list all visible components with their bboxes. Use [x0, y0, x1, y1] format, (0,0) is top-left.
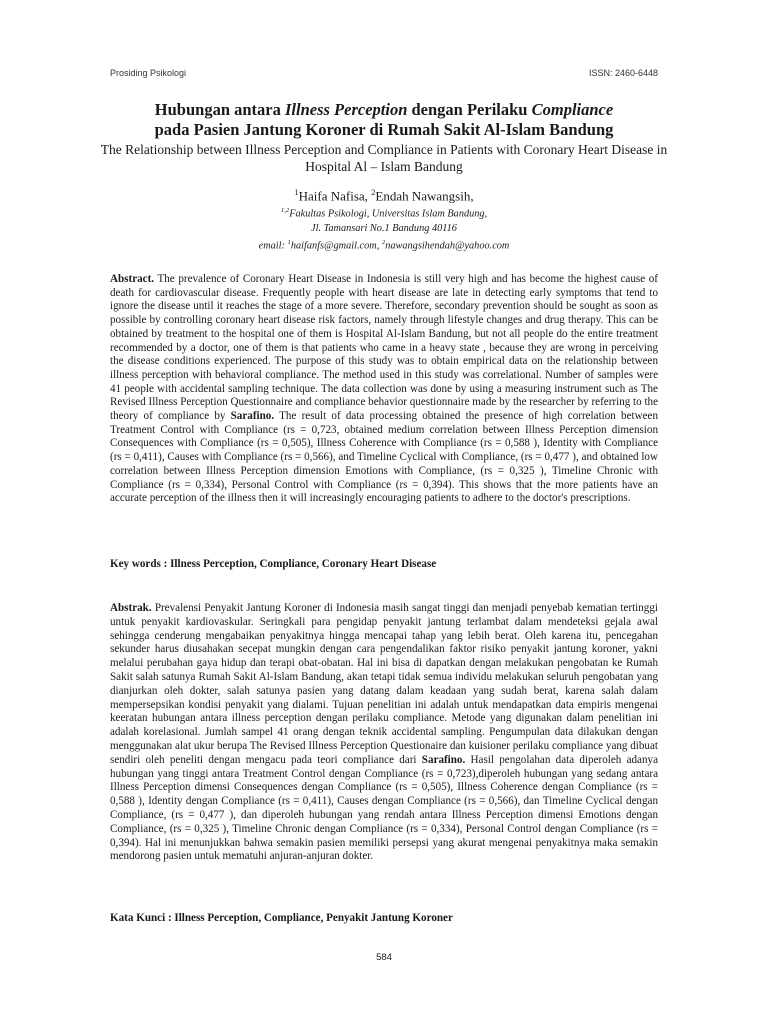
keywords-english: Key words : Illness Perception, Compliance, Coronary Heart Disease: [110, 558, 437, 570]
abstract-indonesian: Abstrak. Prevalensi Penyakit Jantung Koroner di Indonesia masih sangat tinggi dan menjadi penyebab kematian tertinggi untuk penyakit kardiovaskular. Seringkali para pengidap penyakit jantung terlambat dalam mendeteksi gejala awal sehingga cenderung mengabaikan penyakitnya hingga mencapai tahap yang lebih berat. Oleh karena itu, pencegahan sekunder harus diusahakan secepat mungkin dengan cara pengendalikan faktor risiko penyakit jantung koroner, yakni melalui perubahan gaya hidup dan terapi obat-obatan. Hal ini bisa di dapatkan dengan melakukan pengobatan ke Rumah Sakit salah satunya Rumah Sakit Al-Islam Bandung, akan tetapi tidak semua individu melakukan seluruh pengobatan yang dianjurkan oleh dokter, salah satunya pasien yang datang dalam keadaan yang sudah berat, karena salah dalam mempersepsikan kondisi penyakit yang dialami. Tujuan penelitian ini adalah untuk mendapatkan data empiris mengenai keeratan hubungan antara illness perception dengan perilaku compliance. Metode yang digunakan dalam penelitian ini adalah korelasional. Jumlah sampel 41 orang dengan teknik accidental sampling. Pengumpulan data dilakukan dengan menggunakan alat ukur berupa The Revised Illness Perception Questionaire dan kuisioner perilaku compliance yang dibuat sendiri oleh peneliti dengan mengacu pada teori compliance dari Sarafino. Hasil pengolahan data diperoleh adanya hubungan yang tinggi antara Treatment Control dengan Compliance (rs = 0,723),diperoleh hubungan yang sedang antara Illness Perception dimensi Consequences dengan Compliance (rs = 0,505), Illness Coherence dengan Compliance (rs = 0,588 ), Identity dengan Compliance (rs = 0,411), Causes dengan Compliance (rs = 0,566), dan Timeline Cyclical dengan Compliance, (rs = 0,477 ), dan diperoleh hubungan yang rendah antara Illness Perception dimensi Emotions dengan Compliance, (rs = 0,325 ), Timeline Chronic dengan Compliance (rs = 0,334), Personal Control dengan Compliance (rs = 0,394). Hal ini menunjukkan bahwa semakin pasien memiliki persepsi yang akurat mengenai penyakitnya maka semakin mendorong pasien untuk mematuhi anjuran-anjuran dokter.: [110, 602, 658, 863]
title-english: The Relationship between Illness Perception and Compliance in Patients with Coronary Heart Disease in Hospital Al – Islam Bandung: [100, 142, 668, 174]
issn: ISSN: 2460-6448: [588, 68, 658, 78]
title-block: [90, 100, 678, 253]
page-number: 584: [376, 952, 392, 963]
author-list: $^1$Haifa Nafisa, $^2$Endah Nawangsih,: [294, 187, 474, 204]
title-indonesian: Hubungan antara Illness Perception dengan Perilaku Compliance pada Pasien Jantung Koroner di Rumah Sakit Al-Islam Bandung: [154, 100, 614, 139]
abstract-english: Abstract. The prevalence of Coronary Heart Disease in Indonesia is still very high and has become the highest cause of death for cardiovascular disease. Frequently people with heart disease are late in detecting early symptoms that tend to ignore the disease until it reaches the stage of a more severe. Therefore, secondary prevention should be sought as soon as possible by controlling coronary heart disease risk factors, namely through lifestyle changes and drug therapy. This can be obtained by treatment to the hospital one of them is Hospital Al-Islam Bandung, but not all people do the entire treatment recommended by a doctor, one of them is that patients who came in a heavy state , because they are wrong in perceiving the disease conditions experienced. The purpose of this study was to obtain empirical data on the relationship between illness perception with behavioral compliance. The method used in this study was correlational. Number of samples were 41 people with accidental sampling technique. The data collection was done by using a measuring instrument such as The Revised Illness Perception Questionnaire and compliance behavior questionnaire made by the researcher by referring to the theory of compliance by Sarafino. The result of data processing obtained the presence of high correlation between Treatment Control with Compliance (rs = 0,723, obtained medium correlation between Illness Perception dimension Consequences with Compliance (rs = 0,505), Illness Coherence with Compliance (rs = 0,588 ), Identity with Compliance (rs = 0,411), Causes with Compliance (rs = 0,566), and Timeline Cyclical with Compliance, (rs = 0,477 ), and obtained low correlation between Illness Perception dimension Emotions with Compliance, (rs = 0,325 ), Timeline Chronic with Compliance (rs = 0,334), Personal Control with Compliance (rs = 0,394). This shows that the more patients have an accurate perception of the illness then it will increasingly encouraging patients to adhere to the doctor's prescriptions.: [110, 273, 659, 505]
running-header: [110, 68, 658, 78]
affiliation: $^{1,2}$Fakultas Psikologi, Universitas Islam Bandung, Jl. Tamansari No.1 Bandung 40116 email: $^1$haifanfs@gmail.com, $^2$nawangsihendah@yahoo.com: [258, 207, 510, 252]
journal-name: Prosiding Psikologi: [110, 68, 187, 78]
keywords-indonesian: Kata Kunci : Illness Perception, Compliance, Penyakit Jantung Koroner: [110, 912, 453, 924]
